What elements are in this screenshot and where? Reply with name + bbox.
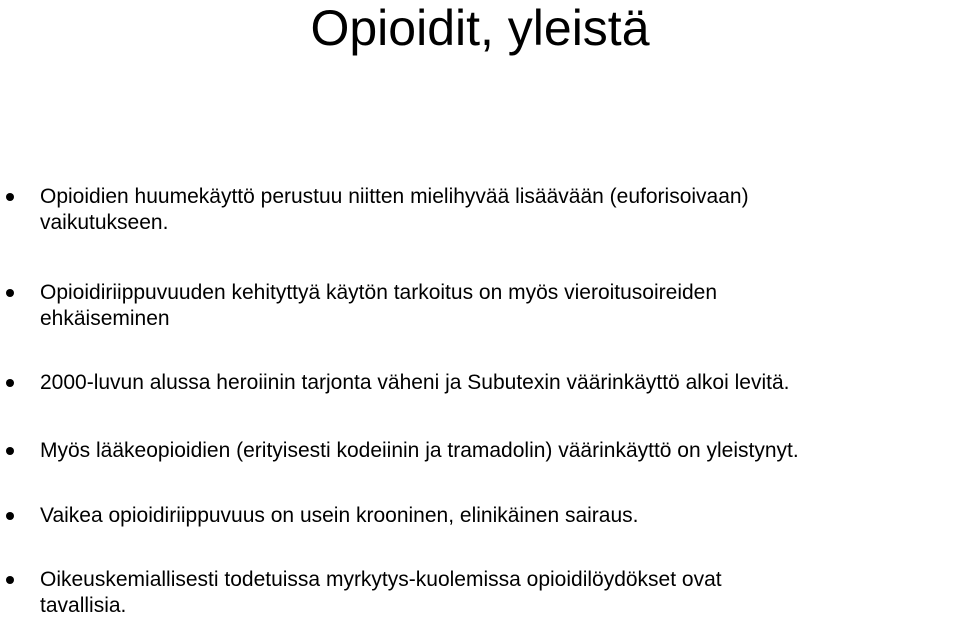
- bullet-line: Myös lääkeopioidien (erityisesti kodeiinin ja tramadolin) väärinkäyttö on yleistynyt.: [40, 439, 799, 462]
- bullet-text: [40, 184, 749, 236]
- bullet-icon: [6, 289, 14, 297]
- bullet-text: [40, 503, 639, 529]
- bullet-line: Opioidien huumekäyttö perustuu niitten mielihyvää lisäävään (euforisoivaan): [40, 185, 749, 208]
- bullet-icon: [6, 512, 14, 520]
- bullet-line: ehkäiseminen: [40, 307, 170, 330]
- bullet-icon: [6, 576, 14, 584]
- bullet-line: vaikutukseen.: [40, 211, 169, 234]
- bullet-text: [40, 567, 722, 619]
- bullet-line: Vaikea opioidiriippuvuus on usein krooninen, elinikäinen sairaus.: [40, 504, 639, 527]
- slide-title: Opioidit, yleistä: [310, 0, 650, 56]
- bullet-line: tavallisia.: [40, 594, 127, 617]
- bullet-icon: [6, 193, 14, 201]
- bullet-text: [40, 438, 799, 464]
- bullet-line: Oikeuskemiallisesti todetuissa myrkytys-kuolemissa opioidilöydökset ovat: [40, 568, 722, 591]
- bullet-icon: [6, 379, 14, 387]
- bullet-text: [40, 370, 789, 396]
- bullet-line: 2000-luvun alussa heroiinin tarjonta väheni ja Subutexin väärinkäyttö alkoi levitä.: [40, 371, 790, 394]
- bullet-line: Opioidiriippuvuuden kehityttyä käytön tarkoitus on myös vieroitusoireiden: [40, 281, 718, 304]
- bullet-text: [40, 280, 717, 332]
- bullet-icon: [6, 447, 14, 455]
